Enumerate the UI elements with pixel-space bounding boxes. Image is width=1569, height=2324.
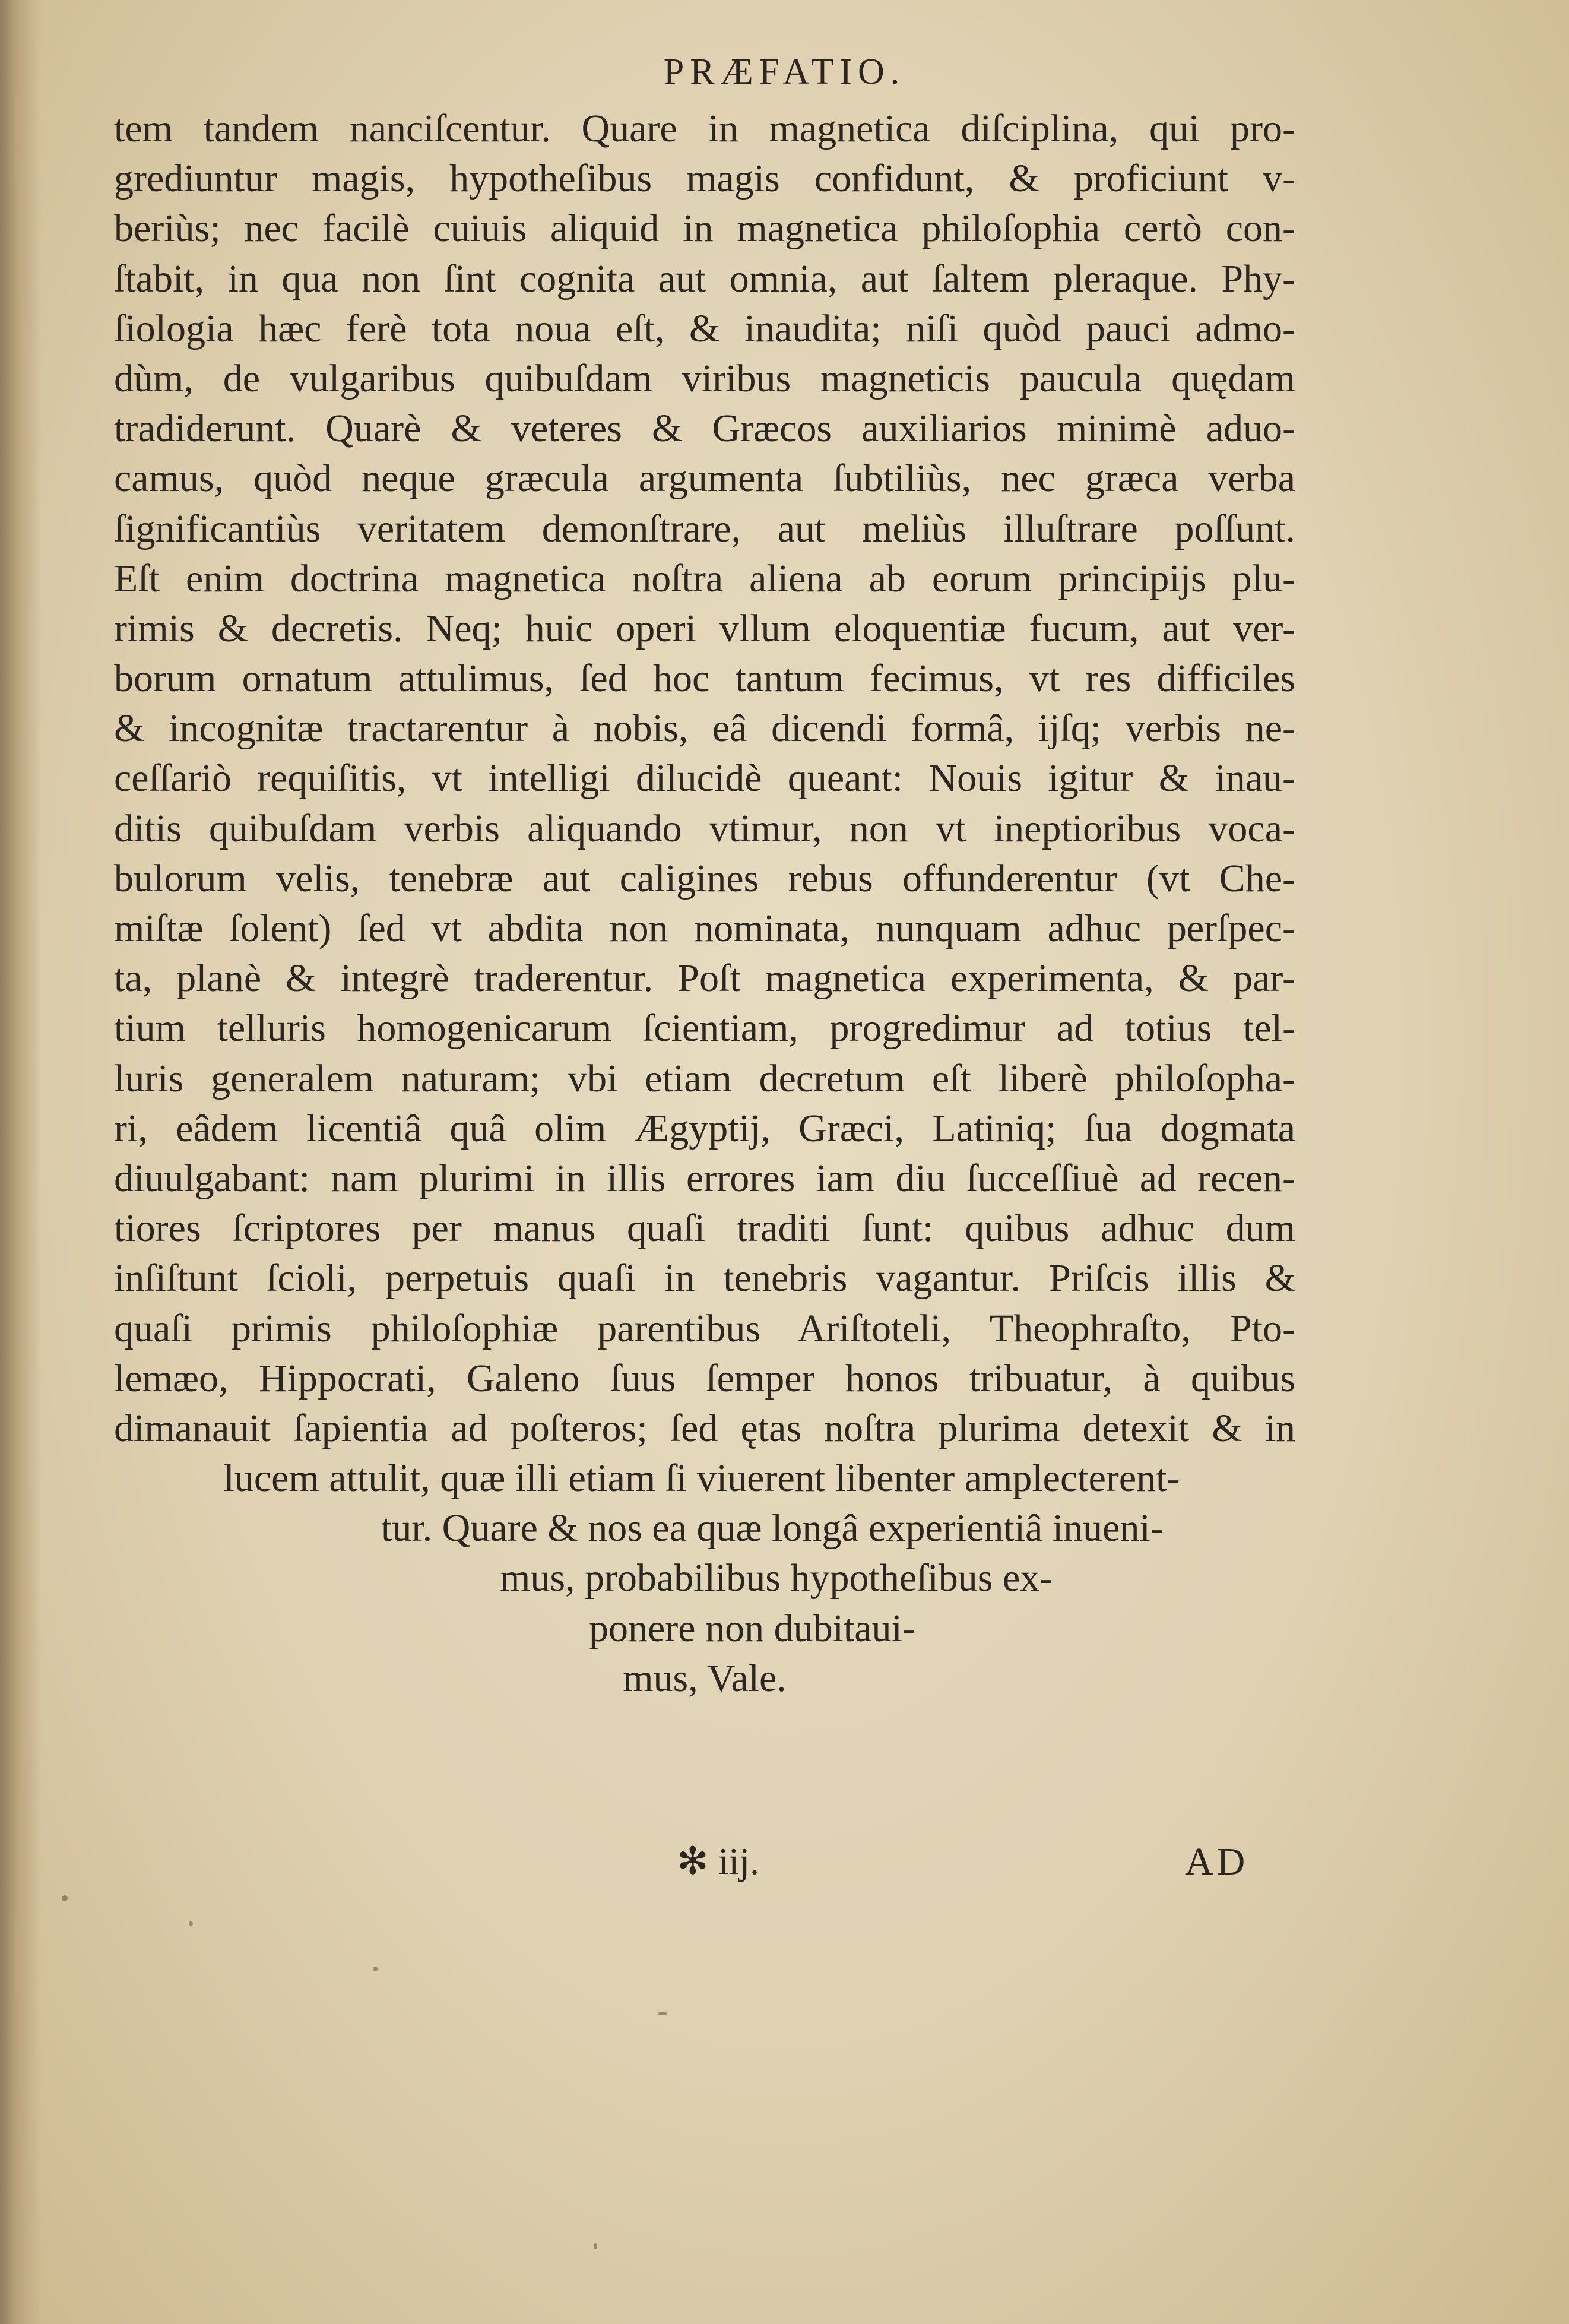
page-gutter-shadow <box>0 0 42 2324</box>
text-line: quaſi primis philoſophiæ parentibus Ariſtoteli, Theophraſto, Pto- <box>114 1306 1295 1350</box>
text-line-taper: tur. Quare & nos ea quæ longâ experientiâ inueni- <box>381 1506 1164 1550</box>
text-line: ta, planè & integrè traderentur. Poſt magnetica experimenta, & par- <box>114 957 1295 1000</box>
text-line: ſtabit, in qua non ſint cognita aut omnia, aut ſaltem pleraque. Phy- <box>114 257 1295 300</box>
text-line: tiores ſcriptores per manus quaſi traditi ſunt: quibus adhuc dum <box>114 1207 1295 1250</box>
text-line: ditis quibuſdam verbis aliquando vtimur, non vt ineptioribus voca- <box>114 806 1295 850</box>
text-line: Eſt enim doctrina magnetica noſtra aliena ab eorum principijs plu- <box>114 556 1295 600</box>
text-line: dùm, de vulgaribus quibuſdam viribus magneticis paucula quędam <box>114 356 1295 400</box>
text-line-taper: mus, probabilibus hypotheſibus ex- <box>500 1556 1053 1600</box>
text-line: beriùs; nec facilè cuiuis aliquid in magnetica philoſophia certò con- <box>114 207 1295 251</box>
text-line: ſiologia hæc ferè tota noua eſt, & inaudita; niſi quòd pauci admo- <box>114 306 1295 350</box>
text-line: grediuntur magis, hypotheſibus magis confidunt, & proficiunt v- <box>114 157 1295 201</box>
text-line-taper: ponere non dubitaui- <box>589 1606 915 1650</box>
text-line-taper: lucem attulit, quæ illi etiam ſi viuerent libenter amplecterent- <box>223 1457 1180 1500</box>
signature-mark: ✻ iij. <box>677 1840 759 1882</box>
text-line: & incognitæ tractarentur à nobis, eâ dicendi formâ, ijſq; verbis ne- <box>114 707 1295 751</box>
text-line: borum ornatum attulimus, ſed hoc tantum fecimus, vt res difficiles <box>114 657 1295 701</box>
text-line: camus, quòd neque græcula argumenta ſubtiliùs, nec græca verba <box>114 457 1295 501</box>
text-line: bulorum velis, tenebræ aut caligines rebus offunderentur (vt Che- <box>114 856 1295 900</box>
preface-body <box>114 104 1295 1704</box>
text-line: tium telluris homogenicarum ſcientiam, progredimur ad totius tel- <box>114 1006 1295 1050</box>
text-line-taper: mus, Vale. <box>623 1656 787 1700</box>
ink-speck <box>62 1895 68 1901</box>
text-line: tradiderunt. Quarè & veteres & Græcos auxiliarios minimè aduo- <box>114 407 1295 451</box>
text-line: tem tandem nanciſcentur. Quare in magnetica diſciplina, qui pro- <box>114 107 1295 150</box>
ink-speck <box>373 1967 378 1971</box>
catchword: AD <box>1185 1840 1249 1883</box>
text-line: diuulgabant: nam plurimi in illis errores iam diu ſucceſſiuè ad recen- <box>114 1156 1295 1200</box>
text-line: luris generalem naturam; vbi etiam decretum eſt liberè philoſopha- <box>114 1056 1295 1100</box>
text-line: ceſſariò requiſitis, vt intelligi dilucidè queant: Nouis igitur & inau- <box>114 756 1295 800</box>
text-line: lemæo, Hippocrati, Galeno ſuus ſemper honos tribuatur, à quibus <box>114 1356 1295 1400</box>
ink-speck <box>658 2012 667 2015</box>
running-head: PRÆFATIO. <box>663 52 906 92</box>
text-line: ſignificantiùs veritatem demonſtrare, aut meliùs illuſtrare poſſunt. <box>114 506 1295 550</box>
ink-speck <box>189 1921 193 1926</box>
text-line: inſiſtunt ſcioli, perpetuis quaſi in tenebris vagantur. Priſcis illis & <box>114 1256 1295 1300</box>
text-line: miſtæ ſolent) ſed vt abdita non nominata, nunquam adhuc perſpec- <box>114 907 1295 950</box>
ink-speck <box>594 2243 597 2249</box>
text-line: rimis & decretis. Neq; huic operi vllum eloquentiæ fucum, aut ver- <box>114 606 1295 650</box>
text-line: dimanauit ſapientia ad poſteros; ſed ętas noſtra plurima detexit & in <box>114 1406 1295 1450</box>
text-line: ri, eâdem licentiâ quâ olim Ægyptij, Græci, Latiniq; ſua dogmata <box>114 1106 1295 1150</box>
